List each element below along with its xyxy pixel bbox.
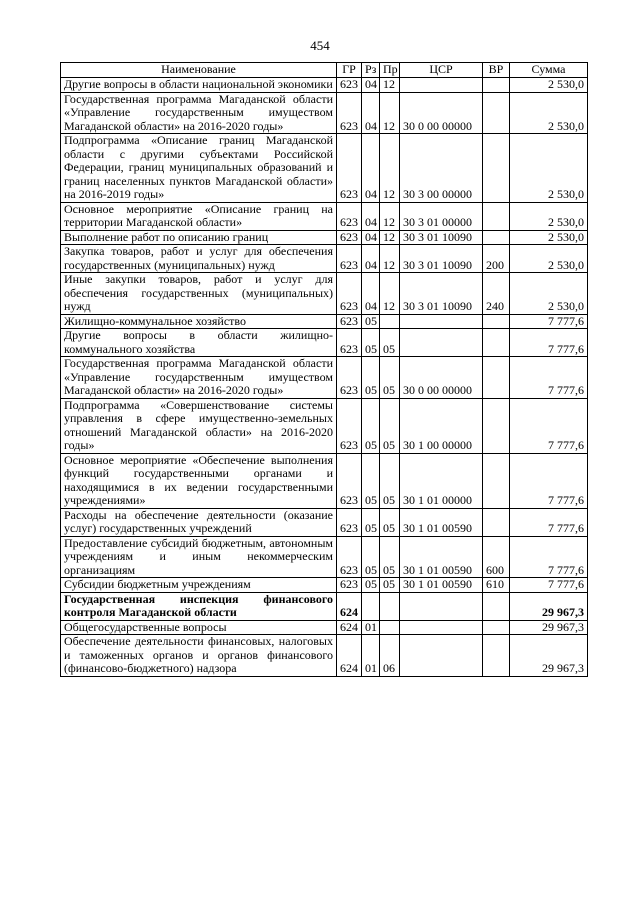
- cell-gr: 623: [337, 314, 362, 329]
- cell-csr: 30 1 01 00590: [400, 508, 483, 536]
- cell-name: Закупка товаров, работ и услуг для обеспечения государственных (муниципальных) нужд: [61, 245, 337, 273]
- cell-gr: 623: [337, 245, 362, 273]
- cell-csr: [400, 592, 483, 620]
- cell-name: Обеспечение деятельности финансовых, налоговых и таможенных органов и органов финансового (финансово-бюджетного) надзора: [61, 635, 337, 677]
- cell-name: Общегосударственные вопросы: [61, 620, 337, 635]
- cell-gr: 624: [337, 592, 362, 620]
- cell-pr: 05: [380, 578, 400, 593]
- cell-csr: 30 3 01 00000: [400, 202, 483, 230]
- cell-vr: [483, 398, 510, 453]
- cell-name: Другие вопросы в области национальной экономики: [61, 78, 337, 93]
- cell-gr: 623: [337, 134, 362, 203]
- cell-sum: 2 530,0: [510, 78, 588, 93]
- cell-sum: 2 530,0: [510, 134, 588, 203]
- cell-pr: 05: [380, 508, 400, 536]
- cell-sum: 7 777,6: [510, 398, 588, 453]
- page-number: 454: [310, 38, 330, 53]
- cell-csr: [400, 635, 483, 677]
- cell-name: Предоставление субсидий бюджетным, автономным учреждениям и иным некоммерческим организациям: [61, 536, 337, 578]
- cell-vr: [483, 202, 510, 230]
- cell-rz: [362, 592, 380, 620]
- table-row: [61, 78, 588, 93]
- cell-csr: 30 3 01 10090: [400, 245, 483, 273]
- cell-rz: 04: [362, 245, 380, 273]
- cell-rz: 04: [362, 92, 380, 134]
- header-sum: Сумма: [510, 63, 588, 78]
- cell-vr: 200: [483, 245, 510, 273]
- header-csr: ЦСР: [400, 63, 483, 78]
- cell-pr: 12: [380, 245, 400, 273]
- header-name: Наименование: [61, 63, 337, 78]
- cell-pr: 06: [380, 635, 400, 677]
- cell-rz: 04: [362, 230, 380, 245]
- table-row: [61, 635, 588, 677]
- cell-csr: 30 1 01 00000: [400, 453, 483, 508]
- table-row: [61, 592, 588, 620]
- cell-csr: 30 3 01 10090: [400, 230, 483, 245]
- cell-sum: 7 777,6: [510, 314, 588, 329]
- table-row: [61, 508, 588, 536]
- header-pr: Пр: [380, 63, 400, 78]
- cell-csr: 30 0 00 00000: [400, 357, 483, 399]
- cell-gr: 624: [337, 620, 362, 635]
- cell-sum: 29 967,3: [510, 592, 588, 620]
- cell-gr: 623: [337, 92, 362, 134]
- cell-rz: 04: [362, 78, 380, 93]
- table-row: [61, 230, 588, 245]
- cell-vr: [483, 620, 510, 635]
- cell-gr: 623: [337, 329, 362, 357]
- cell-sum: 7 777,6: [510, 508, 588, 536]
- cell-rz: 05: [362, 508, 380, 536]
- table-row: [61, 453, 588, 508]
- cell-sum: 29 967,3: [510, 620, 588, 635]
- cell-gr: 623: [337, 357, 362, 399]
- cell-pr: 12: [380, 230, 400, 245]
- cell-rz: 05: [362, 453, 380, 508]
- cell-vr: [483, 314, 510, 329]
- cell-pr: 12: [380, 92, 400, 134]
- cell-csr: 30 3 01 10090: [400, 273, 483, 315]
- cell-name: Основное мероприятие «Описание границ на территории Магаданской области»: [61, 202, 337, 230]
- table-row: [61, 134, 588, 203]
- cell-vr: [483, 134, 510, 203]
- cell-gr: 623: [337, 398, 362, 453]
- cell-pr: 05: [380, 453, 400, 508]
- cell-csr: [400, 78, 483, 93]
- cell-pr: 05: [380, 357, 400, 399]
- cell-sum: 7 777,6: [510, 329, 588, 357]
- table-row: [61, 92, 588, 134]
- table-row: [61, 245, 588, 273]
- cell-rz: 04: [362, 134, 380, 203]
- cell-vr: [483, 92, 510, 134]
- cell-gr: 623: [337, 536, 362, 578]
- cell-csr: 30 1 01 00590: [400, 578, 483, 593]
- cell-csr: 30 0 00 00000: [400, 92, 483, 134]
- cell-csr: 30 3 00 00000: [400, 134, 483, 203]
- table-row: [61, 398, 588, 453]
- cell-gr: 623: [337, 230, 362, 245]
- cell-name: Государственная программа Магаданской области «Управление государственным имуществом Магаданской области» на 2016-2020 годы»: [61, 92, 337, 134]
- cell-vr: 240: [483, 273, 510, 315]
- cell-pr: 12: [380, 273, 400, 315]
- cell-gr: 623: [337, 453, 362, 508]
- cell-rz: 05: [362, 314, 380, 329]
- cell-sum: 29 967,3: [510, 635, 588, 677]
- cell-sum: 7 777,6: [510, 357, 588, 399]
- cell-csr: [400, 329, 483, 357]
- cell-vr: [483, 78, 510, 93]
- cell-vr: [483, 508, 510, 536]
- cell-name: Государственная программа Магаданской области «Управление государственным имуществом Магаданской области» на 2016-2020 годы»: [61, 357, 337, 399]
- table-row: [61, 202, 588, 230]
- cell-rz: 04: [362, 202, 380, 230]
- cell-csr: [400, 620, 483, 635]
- table-row: [61, 536, 588, 578]
- budget-table: [60, 62, 588, 677]
- cell-vr: [483, 230, 510, 245]
- cell-csr: 30 1 01 00590: [400, 536, 483, 578]
- cell-vr: [483, 453, 510, 508]
- header-vr: ВР: [483, 63, 510, 78]
- cell-rz: 01: [362, 635, 380, 677]
- cell-gr: 623: [337, 508, 362, 536]
- cell-rz: 05: [362, 578, 380, 593]
- cell-pr: 05: [380, 329, 400, 357]
- cell-sum: 7 777,6: [510, 578, 588, 593]
- cell-pr: [380, 592, 400, 620]
- cell-sum: 2 530,0: [510, 92, 588, 134]
- table-row: [61, 273, 588, 315]
- cell-sum: 2 530,0: [510, 202, 588, 230]
- cell-name: Иные закупки товаров, работ и услуг для обеспечения государственных (муниципальных) нужд: [61, 273, 337, 315]
- cell-vr: [483, 357, 510, 399]
- cell-gr: 623: [337, 202, 362, 230]
- cell-vr: [483, 329, 510, 357]
- cell-rz: 05: [362, 329, 380, 357]
- cell-gr: 623: [337, 273, 362, 315]
- cell-name: Расходы на обеспечение деятельности (оказание услуг) государственных учреждений: [61, 508, 337, 536]
- cell-pr: 12: [380, 134, 400, 203]
- cell-pr: 12: [380, 78, 400, 93]
- cell-sum: 7 777,6: [510, 536, 588, 578]
- cell-name: Другие вопросы в области жилищно-коммунального хозяйства: [61, 329, 337, 357]
- cell-name: Субсидии бюджетным учреждениям: [61, 578, 337, 593]
- cell-sum: 7 777,6: [510, 453, 588, 508]
- cell-sum: 2 530,0: [510, 273, 588, 315]
- cell-gr: 623: [337, 78, 362, 93]
- cell-gr: 624: [337, 635, 362, 677]
- cell-pr: [380, 620, 400, 635]
- cell-pr: 05: [380, 536, 400, 578]
- cell-rz: 01: [362, 620, 380, 635]
- cell-rz: 05: [362, 357, 380, 399]
- cell-vr: 600: [483, 536, 510, 578]
- cell-vr: [483, 592, 510, 620]
- header-gr: ГР: [337, 63, 362, 78]
- cell-name: Государственная инспекция финансового контроля Магаданской области: [61, 592, 337, 620]
- cell-rz: 04: [362, 273, 380, 315]
- cell-rz: 05: [362, 398, 380, 453]
- table-row: [61, 329, 588, 357]
- table-row: [61, 314, 588, 329]
- cell-name: Подпрограмма «Совершенствование системы управления в сфере имущественно-земельных отношений Магаданской области» на 2016-2020 годы»: [61, 398, 337, 453]
- header-rz: Рз: [362, 63, 380, 78]
- table-row: [61, 578, 588, 593]
- table-header-row: [61, 63, 588, 78]
- cell-csr: 30 1 00 00000: [400, 398, 483, 453]
- table-row: [61, 357, 588, 399]
- table-row: [61, 620, 588, 635]
- cell-pr: [380, 314, 400, 329]
- cell-name: Основное мероприятие «Обеспечение выполнения функций государственными органами и находящимися в их ведении государственными учреждениями»: [61, 453, 337, 508]
- cell-sum: 2 530,0: [510, 245, 588, 273]
- cell-name: Выполнение работ по описанию границ: [61, 230, 337, 245]
- cell-pr: 12: [380, 202, 400, 230]
- cell-pr: 05: [380, 398, 400, 453]
- cell-vr: [483, 635, 510, 677]
- cell-csr: [400, 314, 483, 329]
- cell-gr: 623: [337, 578, 362, 593]
- cell-name: Жилищно-коммунальное хозяйство: [61, 314, 337, 329]
- table-body: [61, 78, 588, 677]
- cell-name: Подпрограмма «Описание границ Магаданской области с другими субъектами Российской Федерации, границ муниципальных образований и границ населенных пунктов Магаданской области» на 2016-2019 годы»: [61, 134, 337, 203]
- cell-vr: 610: [483, 578, 510, 593]
- cell-rz: 05: [362, 536, 380, 578]
- cell-sum: 2 530,0: [510, 230, 588, 245]
